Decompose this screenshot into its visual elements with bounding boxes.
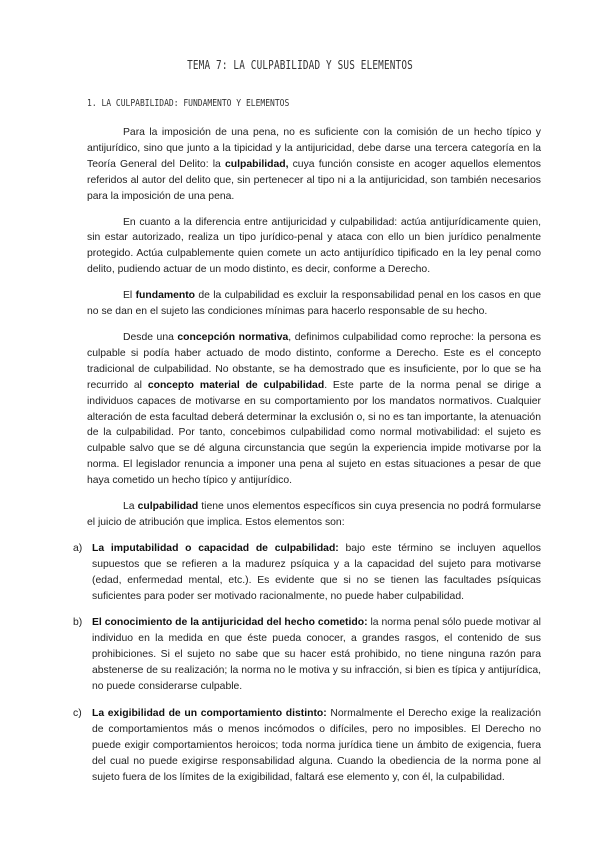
- paragraph-4: Desde una concepción normativa, definimos culpabilidad como reproche: la persona es culpable si podía haber actuado de modo distinto, conforme a Derecho. Este es el concepto tradicional de culpabilidad. No obstante, se ha demostrado que es insuficiente, por lo que se ha recurrido al concepto material de culpabilidad. Este parte de la norma penal se dirige a individuos capaces de motivarse en su comportamiento por los mandatos normativos. Cualquier alteración de esta facultad deberá determinar la exclusión o, si no es tan importante, la atenuación de la culpabilidad. Por tanto, concebimos culpabilidad como normal motivabilidad: el sujeto es culpable salvo que se dé alguna circunstancia que según la experiencia impide motivarse por la norma. El legislador renuncia a imponer una pena al sujeto en estas situaciones a pesar de que haya cometido un hecho típico y antijurídico.: [87, 331, 541, 487]
- paragraph-2: En cuanto a la diferencia entre antijuricidad y culpabilidad: actúa antijurídicamente quien, sin estar autorizado, realiza un tipo jurídico-penal y ataca con ello un bien jurídico penalmente protegido. Actúa culpablemente quien comete un acto antijurídico tipificado en la ley penal como delito, pudiendo actuar de un modo distinto, es decir, conforme a Derecho.: [87, 216, 541, 276]
- paragraph-5: La culpabilidad tiene unos elementos específicos sin cuya presencia no podrá formularse el juicio de atribución que implica. Estos elementos son:: [87, 501, 541, 528]
- list-item: b) El conocimiento de la antijuricidad del hecho cometido: la norma penal sólo puede motivar al individuo en la medida en que éste pueda conocer, a grandes rasgos, el contenido de sus prohibiciones. Si el sujeto no sabe que su hacer está prohibido, no tiene ninguna razón para abstenerse de su realización; la norma no le motiva y su infracción, si bien es típica y antijurídica, no puede considerarse culpable.: [73, 617, 541, 693]
- section-heading: 1. LA CULPABILIDAD: FUNDAMENTO Y ELEMENTOS: [87, 98, 290, 109]
- paragraph-3: El fundamento de la culpabilidad es excluir la responsabilidad penal en los casos en que no se dan en el sujeto las condiciones mínimas para hacerlo responsable de su hecho.: [87, 290, 541, 318]
- paragraph-1: Para la imposición de una pena, no es suficiente con la comisión de un hecho típico y antijurídico, sino que junto a la tipicidad y la antijuricidad, debe darse una tercera categoría en la Teoría General del Delito: la culpabilidad, cuya función consiste en acoger aquellos elementos referidos al autor del delito que, sin pertenecer al tipo ni a la antijuricidad, son también necesarios para la imposición de una pena.: [87, 127, 541, 202]
- list-item: a) La imputabilidad o capacidad de culpabilidad: bajo este término se incluyen aquellos supuestos que se refieren a la madurez psíquica y a la capacidad del sujeto para motivarse (edad, enfermedad mental, etc.). Es evidente que si no se tienen las facultades psíquicas suficientes para poder ser motivado racionalmente, no puede haber culpabilidad.: [73, 542, 541, 602]
- list-marker: b): [73, 617, 83, 629]
- list-item: c) La exigibilidad de un comportamiento distinto: Normalmente el Derecho exige la realización de comportamientos más o menos incómodos o difíciles, pero no imposibles. El Derecho no puede exigir comportamientos heroicos; toda norma jurídica tiene un ámbito de exigencia, fuera del cual no puede exigirse responsabilidad alguna. Cuando la obediencia de la norma pone al sujeto fuera de los límites de la exigibilidad, faltará ese elemento y, con él, la culpabilidad.: [73, 708, 541, 783]
- page-title: TEMA 7: LA CULPABILIDAD Y SUS ELEMENTOS: [187, 58, 413, 72]
- document-body: [73, 125, 541, 797]
- list-marker: a): [73, 542, 83, 554]
- list-marker: c): [73, 708, 82, 719]
- elements-list: [73, 541, 541, 786]
